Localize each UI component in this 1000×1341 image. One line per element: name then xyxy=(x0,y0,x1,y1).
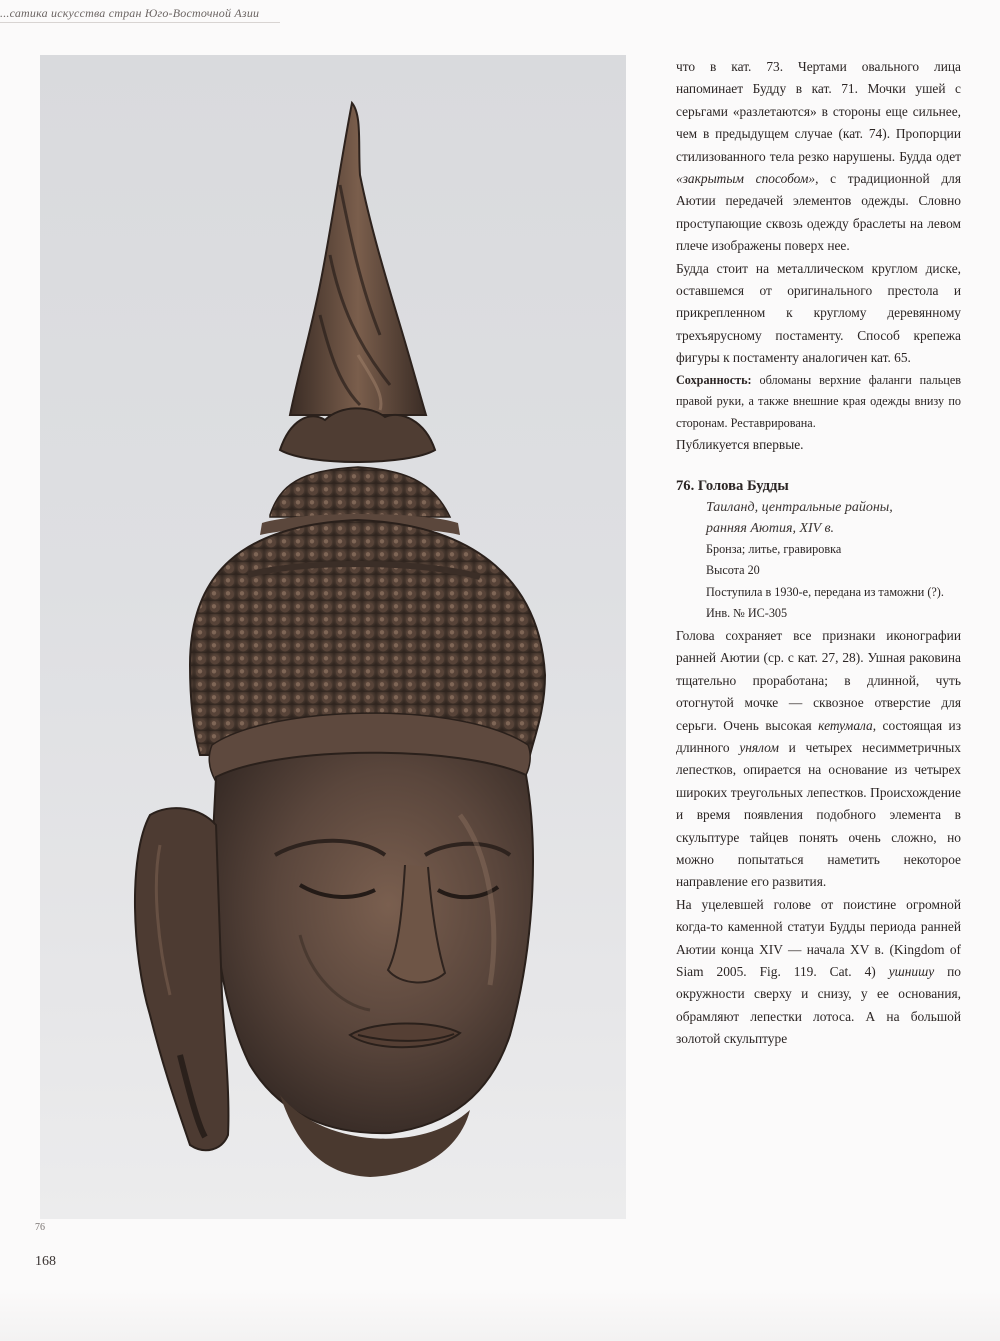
text-run: , состоящая из длинного xyxy=(676,717,961,755)
buddha-head-illustration xyxy=(40,55,626,1219)
entry-height: Высота 20 xyxy=(706,563,760,578)
text-run: что в кат. 73. Чертами овального лица напоминает Будду в кат. 71. Мочки ушей с серьгами «разлетаются» в стороны еще сильнее, чем в предыдущем случае (кат. 74). Пропорции стилизованного тела резко нарушены. Будда одет xyxy=(676,59,961,164)
running-head-rule xyxy=(0,22,280,23)
preservation-label: Сохранность: xyxy=(676,372,752,387)
entry-material: Бронза; литье, гравировка xyxy=(706,541,842,556)
page-bottom-shadow xyxy=(0,1290,1000,1341)
italic-term: кетумала xyxy=(818,717,873,733)
citation: Kingdom of Siam 2005. Fig. 119. Cat. 4 xyxy=(676,941,961,980)
paragraph-base: Будда стоит на металлическом круглом диске, оставшемся от оригинального престола и прикрепленном к круглому деревянному трехъярусному постаменту. Способ крепежа фигуры к постаменту аналогичен кат. 65. xyxy=(676,260,961,366)
entry-body-paragraph-2 xyxy=(676,894,961,1051)
figure-number: 76 xyxy=(35,1222,45,1233)
entry-heading: 76. Голова Будды xyxy=(676,477,789,494)
entry-body-paragraph-1 xyxy=(676,625,961,894)
entry-provenance: Поступила в 1930-е, передана из таможни (?). xyxy=(706,584,944,599)
entry-subtitle-line2: ранняя Аютия, XIV в. xyxy=(706,520,835,536)
buddha-head-photo xyxy=(40,55,626,1219)
text-run: ) xyxy=(871,964,889,980)
text-run: На уцелевшей голове от поистине огромной когда-то каменной статуи Будды периода ранней Аютии конца XIV — начала XV в. ( xyxy=(676,896,961,957)
preservation-note xyxy=(676,370,961,435)
entry-subtitle-line1: Таиланд, центральные районы, xyxy=(706,499,893,515)
text-column xyxy=(676,56,961,1051)
text-run: , с традиционной для Аютии передачей элементов одежды. Словно проступающие сквозь одежду браслеты на левом плече изображены поверх нее. xyxy=(676,171,961,254)
page-number: 168 xyxy=(35,1254,56,1269)
text-run: Голова сохраняет все признаки иконографии ранней Аютии (ср. с кат. 27, 28). Ушная раковина тщательно проработана; в длинной, чуть отогнутой мочке — сквозное отверстие для серьги. Очень высокая xyxy=(676,627,961,733)
paragraph-description xyxy=(676,56,961,258)
text-run: по окружности сверху и снизу, у ее основания, обрамляют лепестки лотоса. А на большой золотой скульптуре xyxy=(676,964,961,1047)
preservation-text: обломаны верхние фаланги пальцев правой руки, а также внешние края одежды внизу по сторонам. Реставрирована. xyxy=(676,372,961,430)
running-head: ...сатика искусства стран Юго-Восточной Азии xyxy=(0,6,260,20)
text-run: и четырех несимметричных лепестков, опирается на основание из четырех широких треугольных лепестков. Происхождение и время появления подобного элемента в скульптуре тайцев понять очень сложно, но можно попытаться наметить некоторое направление его развития. xyxy=(676,740,961,890)
italic-term: ушнишу xyxy=(888,964,935,980)
entry-inventory: Инв. № ИС-305 xyxy=(706,606,788,621)
italic-term: унялом xyxy=(739,740,779,755)
italic-term: «закрытым способом» xyxy=(676,171,816,187)
publication-note: Публикуется впервые. xyxy=(676,437,804,453)
